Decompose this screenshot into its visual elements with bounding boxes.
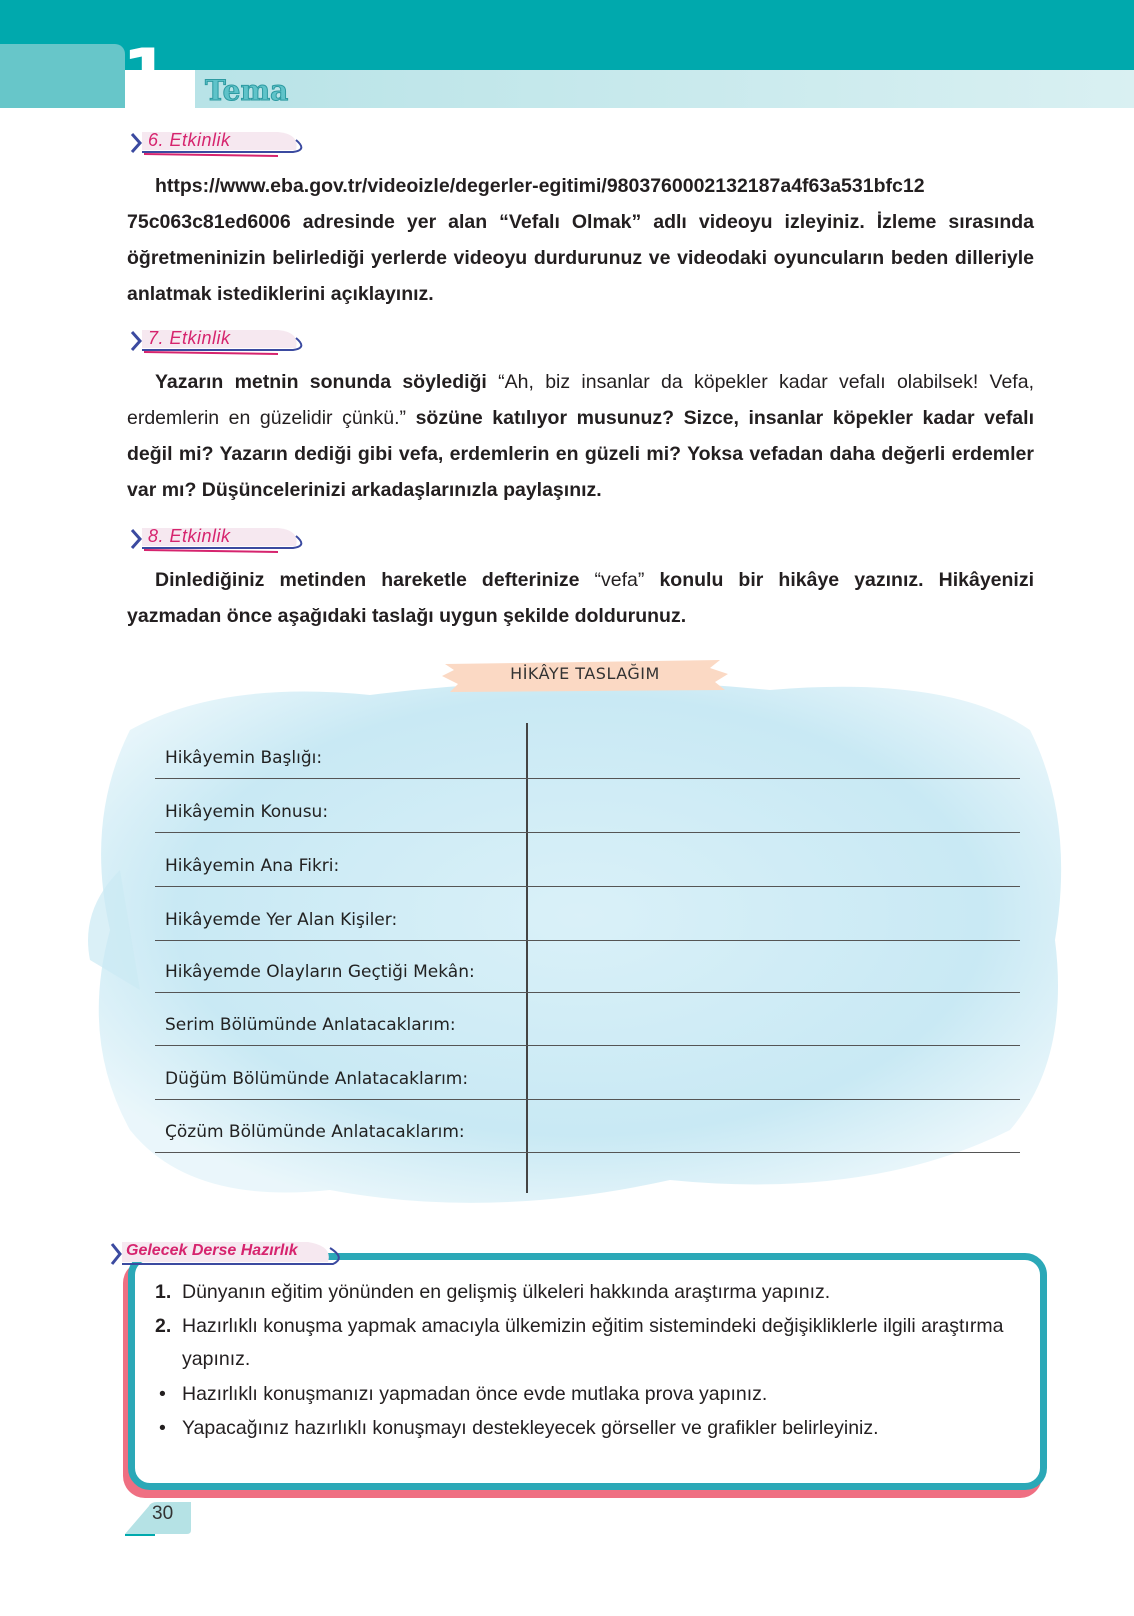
draft-row[interactable]: [155, 991, 1020, 1046]
header-light-band: [195, 70, 1134, 108]
activity-7-label: 7. Etkinlik: [128, 324, 313, 358]
preparation-item: • Hazırlıklı konuşmanızı yapmadan önce evde mutlaka prova yapınız.: [159, 1383, 768, 1405]
preparation-item: • Yapacağınız hazırlıklı konuşmayı destekleyecek görseller ve grafikler belirleyiniz.: [159, 1417, 879, 1439]
theme-number: 1.: [122, 34, 198, 116]
draft-row[interactable]: [155, 1098, 1020, 1153]
draft-row[interactable]: [155, 832, 1020, 887]
draft-title: HİKÂYE TASLAĞIM: [510, 664, 660, 683]
draft-row-label: Hikâyemin Konusu:: [165, 802, 329, 822]
page-number: 30: [152, 1503, 174, 1524]
activity-8-text: Dinlediğiniz metinden hareketle defterinize “vefa” konulu bir hikâye yazınız. Hikâyenizi yazmadan önce aşağıdaki taslağı uygun şekilde doldurunuz.: [127, 569, 1035, 627]
activity-7-text: Yazarın metnin sonunda söylediği “Ah, biz insanlar da köpekler kadar vefalı olabilsek! Vefa, erdemlerin en güzelidir çünkü.” sözüne katılıyor musunuz? Sizce, insanlar köpekler kadar vefalı değil mi? Yazarın dediği gibi vefa, erdemlerin en güzeli mi? Yoksa vefadan daha değerli erdemler var mı? Düşüncelerinizi arkadaşlarınızla paylaşınız.: [127, 371, 1034, 501]
draft-row-label: Hikâyemde Yer Alan Kişiler:: [165, 910, 398, 930]
draft-row[interactable]: [155, 886, 1020, 941]
activity-6-text: https://www.eba.gov.tr/videoizle/degerler-egitimi/9803760002132187a4f63a531bfc12 75c063c81ed6006 adresinde yer alan “Vefalı Olmak” adlı videoyu izleyiniz. İzleme sırasında öğretmeninizin belirlediği yerlerde videoyu durdurunuz ve videodaki oyuncuların beden dilleriyle anlatmak istediklerini açıklayınız.: [127, 175, 1034, 305]
draft-row[interactable]: [155, 724, 1020, 779]
draft-row[interactable]: [155, 938, 1020, 993]
draft-row-label: Serim Bölümünde Anlatacaklarım:: [165, 1015, 456, 1035]
theme-title: Tema: [205, 74, 289, 107]
draft-row-label: Hikâyemin Ana Fikri:: [165, 856, 340, 876]
draft-row-label: Hikâyemde Olayların Geçtiği Mekân:: [165, 962, 475, 982]
draft-row-label: Düğüm Bölümünde Anlatacaklarım:: [165, 1069, 469, 1089]
activity-6-label: 6. Etkinlik: [128, 126, 313, 160]
draft-row[interactable]: [155, 778, 1020, 833]
draft-row-label: Çözüm Bölümünde Anlatacaklarım:: [165, 1122, 465, 1142]
draft-row-label: Hikâyemin Başlığı:: [165, 748, 323, 768]
theme-tab: [0, 44, 125, 108]
preparation-label: Gelecek Derse Hazırlık: [108, 1236, 348, 1272]
activity-8-label: 8. Etkinlik: [128, 522, 313, 556]
preparation-item: 1. Dünyanın eğitim yönünden en gelişmiş ülkeleri hakkında araştırma yapınız.: [155, 1281, 831, 1303]
preparation-item: 2. Hazırlıklı konuşma yapmak amacıyla ülkemizin eğitim sistemindeki değişikliklerle ilgili araştırma yapınız.: [155, 1315, 1004, 1370]
draft-row[interactable]: [155, 1045, 1020, 1100]
